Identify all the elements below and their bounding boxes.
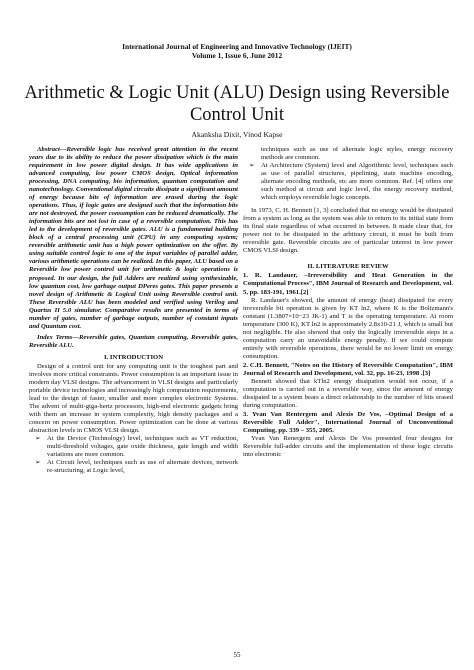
reference-2-body: Bennett showed that kTln2 energy dissipation would not occur, if a computation is carried out in a reversible way, since the amount of energy dissipated in a system bears a direct relationship to the number of bits erased during computation. — [243, 377, 453, 409]
paper-title: Arithmetic & Logic Unit (ALU) Design using Reversible Control Unit — [24, 83, 450, 125]
journal-issue: Volume 1, Issue 6, June 2012 — [191, 51, 283, 60]
reference-1-body: R. Landauer's showed, the amount of energy (heat) dissipated for every irreversible bit operation is given by KT ln2, where K is the Boltzmann's constant (1.3807×10−23 JK-1) and T is the operating temperature. At room temperature (300 K), KT ln2 is approximately 2.8x10-21 J, which is small but not negligible. He also showed that only the logically irreversible steps in a computation carry an unavoidable energy penalty. If we could compute entirely with reversible operations, there would be no lower limit on energy consumption. — [243, 296, 453, 360]
reference-1-heading: 1. R. Landauer, –Irreversibility and Heat Generation in the Computational Process", IBM Journal of Research and Development, vol. 5, pp. 183-191, 1961.[2] — [243, 272, 453, 296]
journal-name: International Journal of Engineering and Innovative Technology (IJEIT) — [122, 42, 352, 51]
index-terms: Index Terms—Reversible gates, Quantum computing, Reversible gates, Reversible ALU. — [29, 333, 238, 349]
intro-bullet-circuit — [29, 459, 238, 475]
left-column — [29, 146, 238, 475]
abstract: Abstract—Reversible logic has received great attention in the recent years due to its ability to reduce the power dissipation which is the main requirement in low power digital design. It has wide applications in advanced computing, low power CMOS design, Optical information processing, DNA computing, bio information, quantum computation and nanotechnology. Conventional digital circuits dissipate a significant amount of energy because bits of information are erased during the logic operations. Thus, if logic gates are designed such that the information bits are not destroyed, the power consumption can be reduced dramatically. The information bits are not lost in case of a reversible computation. This has led to the development of reversible gates. ALU is a fundamental building block of a central processing unit (CPU) in any computing system; reversible arithmetic unit has a high power optimization on the offer. By using suitable control logic to one of the input variables of parallel adder, various arithmetic operations can be realized. In this paper, ALU based on a Reversible low power control unit for arithmetic & logic operations is proposed. In our design, the full Adders are realized using synthesizable, low quantum cost, low garbage output DPeres gates. This paper presents a novel design of Arithmetic & Logical Unit using Reversible control unit. These Reversible ALU has been modeled and verified using Verilog and Quartus II 5.0 simulator. Comparative results are presented in terms of number of gates, number of garbage outputs, number of constant inputs and Quantum cost. — [29, 146, 238, 330]
bullet-text: At the Device (Technology) level, techniques such as VT reduction, multi-threshold voltages, gate oxide thickness, gate length and width variations are more common. — [47, 435, 238, 459]
reference-3-heading: 3. Yvan Van Rentergem and Alexis De Vos, –Optimal Design of a Reversible Full Adder", International Journal of Unconventional Computing, pp. 339 – 355, 2005. — [243, 410, 453, 435]
page-number: 55 — [233, 651, 241, 659]
intro-bullet-architecture — [243, 162, 453, 202]
bennett-paragraph: In 1973, C. H. Bennett [1, 3] concluded that no energy would be dissipated from a system as long as the system was able to return to its initial state from its final state regardless of what occurred in between. It made clear that, for power not to be dissipated in the arbitrary circuit, it must be built from reversible gate. Reversible circuits are of particular interest in low power CMOS VLSI design. — [243, 207, 453, 255]
literature-heading: II. LITERATURE REVIEW — [307, 263, 389, 271]
bullet-text: At Circuit level, techniques such as use of alternate devices, network re-structuring, at Logic level, — [47, 459, 238, 475]
bullet-arrow-icon: ➢ — [249, 162, 255, 170]
reference-3-body: Yvan Van Renergem and Alexis De Vos presented four designs for Reversible full-adder circuits and the implementation of these logic circuits into electronic — [243, 435, 453, 459]
bullet-text: At Architecture (System) level and Algorithmic level, techniques such as use of parallel structures, pipelining, state machine encoding, alternate encoding methods, etc are more common. Ref. [4] offers one such method at circuit and logic level, the energy recovery method, which employs reversible logic concepts. — [261, 162, 453, 202]
bullet-arrow-icon: ➢ — [35, 435, 41, 443]
bullet-arrow-icon: ➢ — [35, 459, 41, 467]
reference-2-heading: 2. C.H. Bennett, "Notes on the History of Reversible Computation", IBM Journal of Research and Development, vol. 32, pp. 16-23, 1998 .[3] — [243, 361, 453, 377]
intro-paragraph: Design of a control unit for any computing unit is the toughest part and involves more critical constraints. Power consumption is an important issue in modern day VLSI designs. The advancement in VLSI designs and particularly portable device technologies and increasingly high computation requirements, lead to the design of faster, smaller and more complex electronic Systems. The advent of multi-giga-hertz processors, high-end electronic gadgets bring with them an increase in system complexity, high density packages and a concern on power consumption. Power optimization can be done at various abstraction levels in CMOS VLSI design. — [29, 362, 238, 435]
intro-bullet-device — [29, 435, 238, 459]
journal-header — [0, 42, 474, 60]
paper-authors: Akanksha Dixit, Vinod Kapse — [191, 130, 283, 139]
intro-heading: I. INTRODUCTION — [103, 353, 164, 361]
bullet-continuation: techniques such as use of alternate logic styles, energy recovery methods are common. — [261, 146, 453, 162]
right-column — [243, 146, 453, 459]
